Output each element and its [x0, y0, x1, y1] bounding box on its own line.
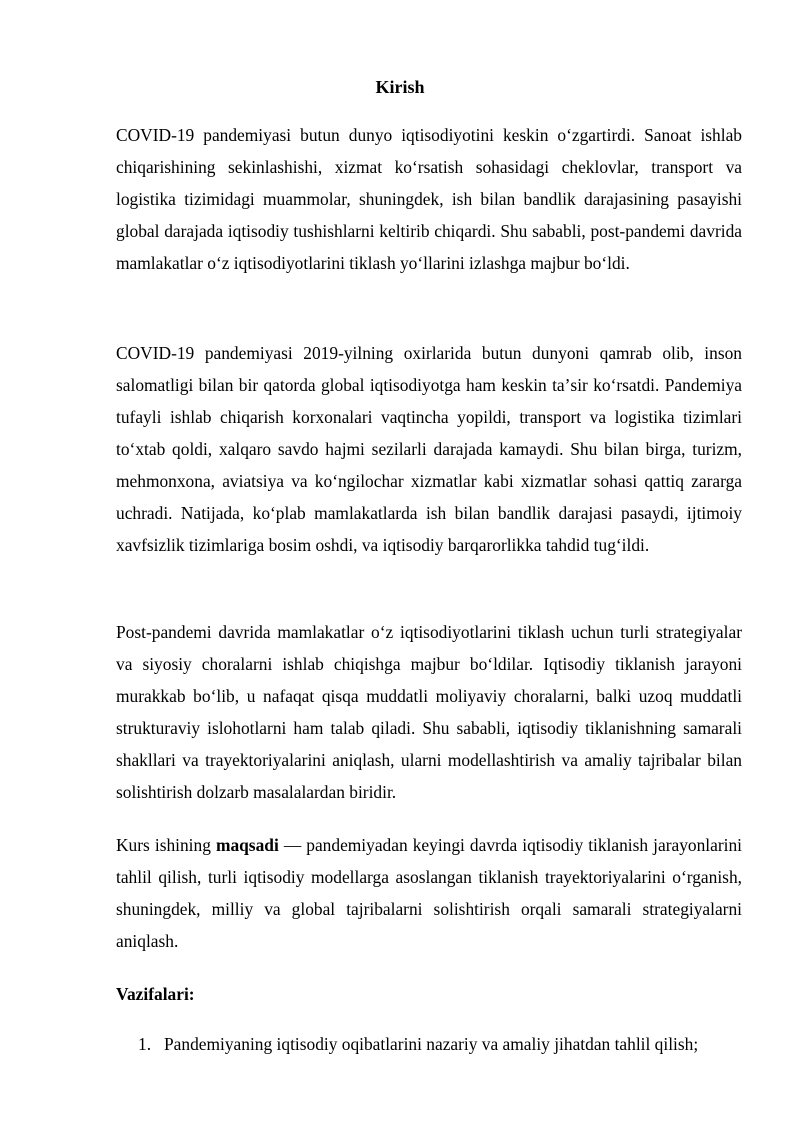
tasks-list	[138, 1029, 758, 1059]
page-title: Kirish	[375, 77, 425, 97]
goal-paragraph	[116, 829, 742, 957]
list-item	[138, 1029, 758, 1059]
list-item-text: Pandemiyaning iqtisodiy oqibatlarini nazariy va amaliy jihatdan tahlil qilish;	[164, 1034, 699, 1054]
intro-paragraph-3: Post-pandemi davrida mamlakatlar oʻz iqtisodiyotlarini tiklash uchun turli strategiyalar va siyosiy choralarni ishlab chiqishga majbur boʻldilar. Iqtisodiy tiklanish jarayoni murakkab boʻlib, u nafaqat qisqa muddatli moliyaviy choralarni, balki uzoq muddatli strukturaviy islohotlarni ham talab qiladi. Shu sababli, iqtisodiy tiklanishning samarali shakllari va trayektoriyalarini aniqlash, ularni modellashtirish va amaliy tajribalar bilan solishtirish dolzarb masalalardan biridir.	[116, 622, 742, 802]
goal-prefix: Kurs ishining	[116, 835, 216, 855]
goal-text: — pandemiyadan keyingi davrda iqtisodiy tiklanish jarayonlarini tahlil qilish, turli iqtisodiy modellarga asoslangan tiklanish trayektoriyalarini oʻrganish, shuningdek, milliy va global tajribalarni solishtirish orqali samarali strategiyalarni aniqlash.	[116, 835, 742, 951]
intro-paragraph-2: COVID-19 pandemiyasi 2019-yilning oxirlarida butun dunyoni qamrab olib, inson salomatligi bilan bir qatorda global iqtisodiyotga ham keskin taʼsir koʻrsatdi. Pandemiya tufayli ishlab chiqarish korxonalari vaqtincha yopildi, transport va logistika tizimlari toʻxtab qoldi, xalqaro savdo hajmi sezilarli darajada kamaydi. Shu bilan birga, turizm, mehmonxona, aviatsiya va koʻngilochar xizmatlar kabi xizmatlar sohasi qattiq zararga uchradi. Natijada, koʻplab mamlakatlarda ish bilan bandlik darajasi pasaydi, ijtimoiy xavfsizlik tizimlariga bosim oshdi, va iqtisodiy barqarorlikka tahdid tugʻildi.	[116, 343, 742, 555]
intro-paragraph-1: COVID-19 pandemiyasi butun dunyo iqtisodiyotini keskin oʻzgartirdi. Sanoat ishlab chiqarishining sekinlashishi, xizmat koʻrsatish sohasidagi cheklovlar, transport va logistika tizimidagi muammolar, shuningdek, ish bilan bandlik darajasining pasayishi global darajada iqtisodiy tushishlarni keltirib chiqardi. Shu sababli, post-pandemi davrida mamlakatlar oʻz iqtisodiyotlarini tiklash yoʻllarini izlashga majbur boʻldi.	[116, 125, 742, 273]
goal-keyword: maqsadi	[215, 835, 279, 855]
list-item-number: 1.	[138, 1034, 152, 1054]
tasks-heading: Vazifalari:	[116, 984, 195, 1004]
